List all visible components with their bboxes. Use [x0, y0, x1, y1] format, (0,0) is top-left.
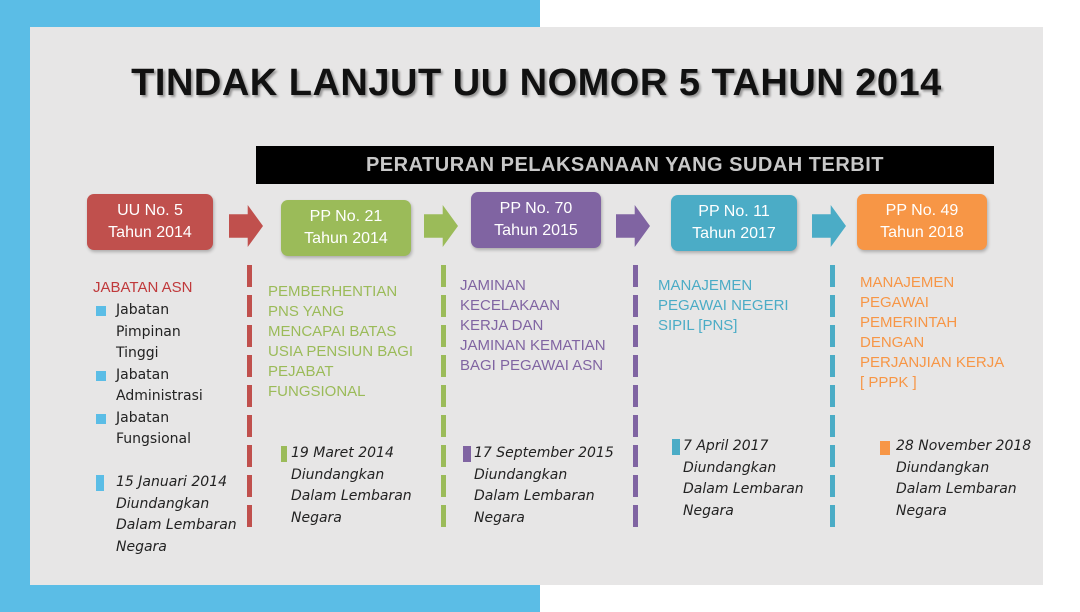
date-text: 17 September 2015 Diundangkan Dalam Lembaran Negara: [474, 445, 614, 526]
jabatan-asn-heading: JABATAN ASN: [93, 279, 193, 296]
date-marker-icon: [463, 446, 471, 462]
list-item: Jabatan Pimpinan Tinggi: [96, 300, 203, 365]
date-marker-icon: [96, 475, 104, 491]
date-text: 28 November 2018 Diundangkan Dalam Lembaran Negara: [896, 438, 1032, 519]
date-block-pp-21-2014: [281, 443, 412, 529]
date-block-pp-49-2018: [880, 436, 1031, 522]
square-bullet-icon: [96, 306, 106, 316]
divider-teal: [830, 265, 835, 527]
date-text: 19 Maret 2014 Diundangkan Dalam Lembaran Negara: [291, 445, 412, 526]
jabatan-asn-list: [96, 300, 203, 451]
box-pp-11-2017: PP No. 11 Tahun 2017: [671, 195, 797, 251]
page-title: TINDAK LANJUT UU NOMOR 5 TAHUN 2014: [131, 62, 942, 104]
date-marker-icon: [281, 446, 287, 462]
subtitle-bar: PERATURAN PELAKSANAAN YANG SUDAH TERBIT: [256, 146, 994, 184]
desc-pp-49-2018: MANAJEMEN PEGAWAI PEMERINTAH DENGAN PERJANJIAN KERJA [ PPPK ]: [860, 274, 1005, 391]
date-text: 15 Januari 2014 Diundangkan Dalam Lembaran Negara: [116, 474, 237, 555]
desc-pp-21-2014: PEMBERHENTIAN PNS YANG MENCAPAI BATAS USIA PENSIUN BAGI PEJABAT FUNGSIONAL: [268, 283, 414, 400]
date-text: 7 April 2017 Diundangkan Dalam Lembaran Negara: [683, 438, 804, 519]
box-pp-21-2014: PP No. 21 Tahun 2014: [281, 200, 411, 256]
divider-red: [247, 265, 252, 527]
square-bullet-icon: [96, 371, 106, 381]
date-marker-icon: [880, 441, 890, 455]
list-item: Jabatan Administrasi: [96, 365, 203, 408]
list-item: Jabatan Fungsional: [96, 408, 203, 451]
date-marker-icon: [672, 439, 680, 455]
desc-pp-70-2015: JAMINAN KECELAKAAN KERJA DAN JAMINAN KEMATIAN BAGI PEGAWAI ASN: [460, 277, 606, 374]
box-pp-49-2018: PP No. 49 Tahun 2018: [857, 194, 987, 250]
date-block-uu-5-2014: [96, 472, 237, 558]
divider-green: [441, 265, 446, 527]
desc-pp-11-2017: MANAJEMEN PEGAWAI NEGERI SIPIL [PNS]: [658, 277, 789, 334]
date-block-pp-11-2017: [672, 436, 804, 522]
box-pp-70-2015: PP No. 70 Tahun 2015: [471, 192, 601, 248]
divider-purple: [633, 265, 638, 527]
square-bullet-icon: [96, 414, 106, 424]
date-block-pp-70-2015: [463, 443, 614, 529]
box-uu-5-2014: UU No. 5 Tahun 2014: [87, 194, 213, 250]
